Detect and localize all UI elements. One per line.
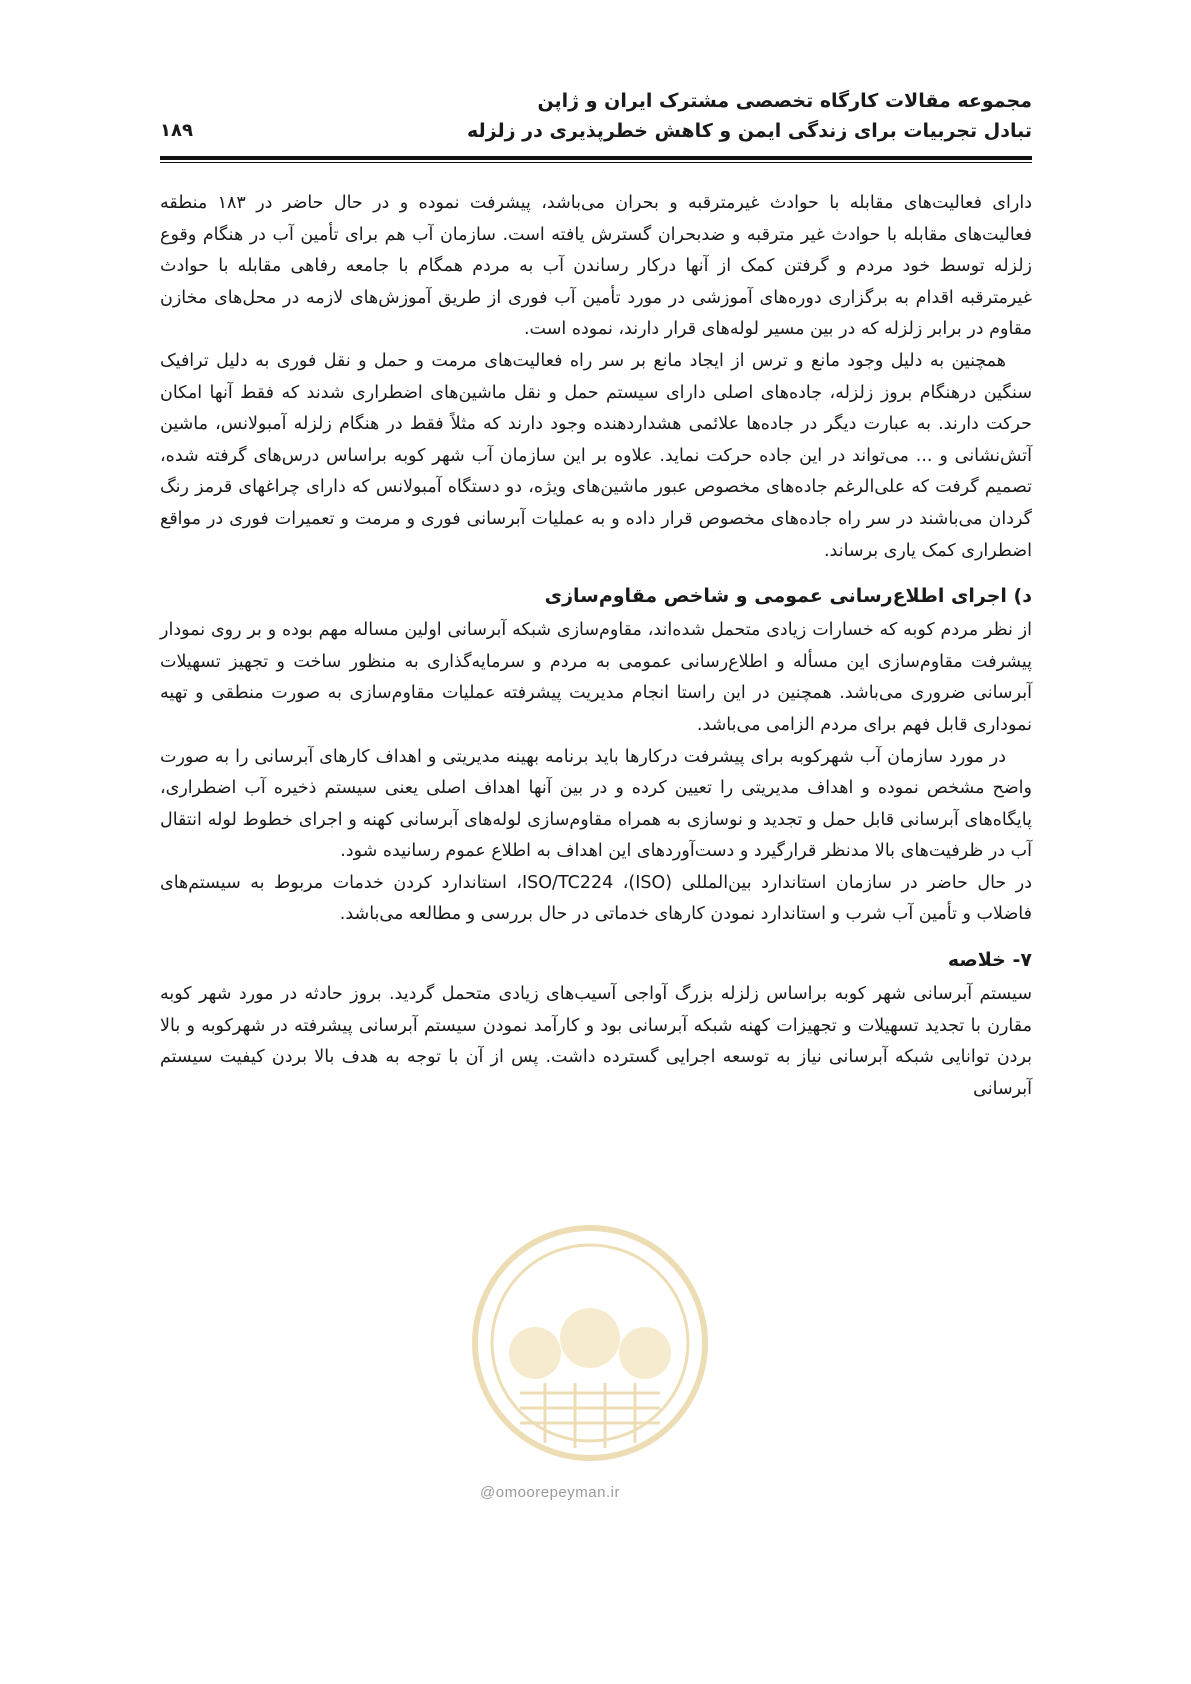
- watermark-url: @omoorepeyman.ir: [480, 1484, 620, 1501]
- header-title-line1: مجموعه مقالات کارگاه تخصصی مشترک ایران و ژاپن: [537, 90, 1032, 112]
- watermark-seal-icon: [465, 1218, 715, 1468]
- header-rule-thin: [160, 162, 1032, 163]
- header-title-line2: تبادل تجربیات برای زندگی ایمن و کاهش خطرپذیری در زلزله: [467, 120, 1032, 142]
- paragraph-1: دارای فعالیت‌های مقابله با حوادث غیرمترقبه و بحران می‌باشد، پیشرفت نموده و در حال حاضر در ۱۸۳ منطقه فعالیت‌های مقابله با حوادث غیر مترقبه و ضدبحران گسترش یافته است. سازمان آب هم برای تأمین آب در هنگام وقوع زلزله توسط خود مردم و گرفتن کمک از آنها درکار رساندن آب به مردم همگام با جامعه رفاهی مقابله با حوادث غیرمترقبه اقدام به برگزاری دوره‌های آموزشی در مورد تأمین آب فوری از طریق آموزش‌های لازمه در محل‌های مخازن مقاوم در برابر زلزله که در بین مسیر لوله‌های قرار دارند، نموده است.: [160, 193, 1032, 340]
- paragraph-4: در مورد سازمان آب شهرکوبه برای پیشرفت درکارها باید برنامه بهینه مدیریتی و اهداف کارهای آبرسانی را به صورت واضح مشخص نموده و اهداف مدیریتی را تعیین کرده و در بین آنها اهداف اصلی یعنی سیستم ذخیره آب اضطراری، پایگاه‌های آبرسانی قابل حمل و تجدید و نوسازی به همراه مقاوم‌سازی لوله‌های آبرسانی کهنه و اجرای خطوط لوله انتقال آب در ظرفیت‌های بالا مدنظر قرارگیرد و دست‌آوردهای این اهداف به اطلاع عموم رسانیده شود.: [160, 746, 1032, 862]
- page-number: ۱۸۹: [160, 120, 193, 141]
- body-text: [160, 188, 1032, 1105]
- paragraph-5: در حال حاضر در سازمان استاندارد بین‌المللی (ISO)، ISO/TC224، استاندارد کردن خدمات مربوط به سیستم‌های فاضلاب و تأمین آب شرب و استاندارد نمودن کارهای خدماتی در حال بررسی و مطالعه می‌باشد.: [160, 872, 1033, 925]
- paragraph-3: از نظر مردم کوبه که خسارات زیادی متحمل شده‌اند، مقاوم‌سازی شبکه آبرسانی اولین مساله مهم بوده و بر روی نمودار پیشرفت مقاوم‌سازی این مسأله و اطلاع‌رسانی عمومی به مردم و سرمایه‌گذاری به منظور ساخت و تجهیز تسهیلات آبرسانی ضروری می‌باشد. همچنین در این راستا انجام مدیریت پیشرفته عملیات مقاوم‌سازی به صورت منطقی و تهیه نموداری قابل فهم برای مردم الزامی می‌باشد.: [160, 620, 1032, 735]
- paragraph-6: سیستم آبرسانی شهر کوبه براساس زلزله بزرگ آواجی آسیب‌های زیادی متحمل گردید. بروز حادثه در مورد شهر کوبه مقارن با تجدید تسهیلات و تجهیزات کهنه شبکه آبرسانی بود و کارآمد نمودن سیستم آبرسانی پیشرفته در شهرکوبه و بالا بردن توانایی شبکه آبرسانی نیاز به توسعه اجرایی گسترده داشت. پس از آن با توجه به هدف بالا بردن کیفیت سیستم آبرسانی: [160, 984, 1032, 1099]
- header-rule-thick: [160, 156, 1032, 160]
- page-header: [160, 86, 1032, 156]
- header-titles: [467, 86, 1032, 146]
- section-heading-d: د) اجرای اطلاع‌رسانی عمومی و شاخص مقاوم‌سازی: [544, 585, 1032, 608]
- section-heading-7: ۷- خلاصه: [947, 949, 1032, 972]
- paragraph-2: همچنین به دلیل وجود مانع و ترس از ایجاد مانع بر سر راه فعالیت‌های مرمت و حمل و نقل فوری به دلیل ترافیک سنگین درهنگام بروز زلزله، جاده‌های اصلی دارای سیستم حمل و نقل ماشین‌های اضطراری شدند که فقط آنها امکان حرکت دارند. به عبارت دیگر در جاده‌ها علائمی هشداردهنده وجود دارند که مثلاً فقط در هنگام زلزله آمبولانس، ماشین آتش‌نشانی و ... می‌تواند در این جاده حرکت نماید. علاوه بر این سازمان آب شهر کوبه براساس درس‌های گرفته شده، تصمیم گرفت که علی‌الرغم جاده‌های مخصوص عبور ماشین‌های ویژه، دو دستگاه آمبولانس که دارای چراغهای قرمز رنگ گردان می‌باشند در سر راه جاده‌های مخصوص قرار داده و به عملیات آبرسانی فوری و مرمت و تعمیرات فوری در مواقع اضطراری کمک یاری برساند.: [160, 350, 1032, 561]
